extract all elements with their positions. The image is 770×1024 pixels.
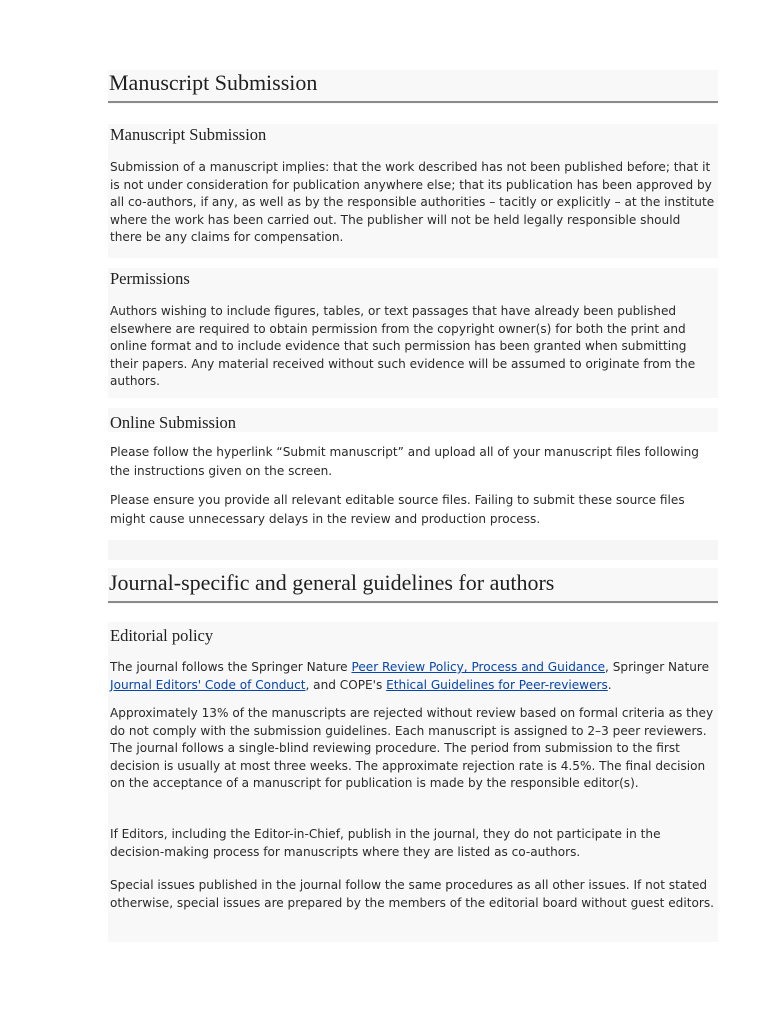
- section-title: Manuscript Submission: [109, 70, 318, 95]
- manuscript-submission-paragraph: Submission of a manuscript implies: that the work described has not been published before; that it is not under consideration for publication anywhere else; that its publication has been approved by all co-authors, if any, as well as by the responsible authorities – tacitly or explicitly – at the institute where the work has been carried out. The publisher will not be held legally responsible should there be any claims for compensation.: [110, 160, 715, 245]
- subsection-heading-permissions: Permissions: [110, 269, 190, 288]
- subsection-heading-editorial-policy: Editorial policy: [110, 626, 214, 645]
- spacer-band: [108, 540, 718, 560]
- policy-text: The journal follows the Springer Nature: [110, 660, 352, 674]
- editorial-policy-paragraph: [110, 659, 716, 694]
- subsection-heading-manuscript-submission: Manuscript Submission: [110, 125, 267, 144]
- policy-text: , and COPE's: [305, 677, 387, 692]
- online-submission-paragraph-1: Please follow the hyperlink “Submit manuscript” and upload all of your manuscript files following the instructions given on the screen.: [110, 445, 699, 478]
- review-process-paragraph: Approximately 13% of the manuscripts are rejected without review based on formal criteria as they do not comply with the submission guidelines. Each manuscript is assigned to 2–3 peer reviewers. The journal follows a single-blind reviewing procedure. The period from submission to the first decision is usually at most three weeks. The approximate rejection rate is 4.5%. The final decision on the acceptance of a manuscript for publication is made by the responsible editor(s).: [110, 706, 714, 791]
- editors-code-of-conduct-link[interactable]: Journal Editors' Code of Conduct: [110, 677, 306, 692]
- section-title-rule: [108, 101, 718, 103]
- policy-text: , Springer Nature: [605, 660, 710, 674]
- section-title-rule: [108, 601, 718, 603]
- special-issues-paragraph: Special issues published in the journal follow the same procedures as all other issues. If not stated otherwise, special issues are prepared by the members of the editorial board without guest editors.: [110, 878, 714, 910]
- editor-conflict-paragraph: If Editors, including the Editor-in-Chief, publish in the journal, they do not participate in the decision-making process for manuscripts where they are listed as co-authors.: [110, 827, 661, 859]
- online-submission-paragraph-2: Please ensure you provide all relevant editable source files. Failing to submit these source files might cause unnecessary delays in the review and production process.: [110, 493, 685, 526]
- permissions-paragraph: Authors wishing to include figures, tables, or text passages that have already been published elsewhere are required to obtain permission from the copyright owner(s) for both the print and online format and to include evidence that such permission has been granted when submitting their papers. Any material received without such evidence will be assumed to originate from the authors.: [110, 304, 696, 389]
- peer-review-policy-link[interactable]: Peer Review Policy, Process and Guidance: [351, 660, 606, 674]
- policy-text: .: [607, 677, 612, 692]
- subsection-heading-online-submission: Online Submission: [110, 413, 237, 432]
- ethical-guidelines-link[interactable]: Ethical Guidelines for Peer-reviewers: [386, 677, 608, 692]
- section-title: Journal-specific and general guidelines for authors: [109, 570, 555, 595]
